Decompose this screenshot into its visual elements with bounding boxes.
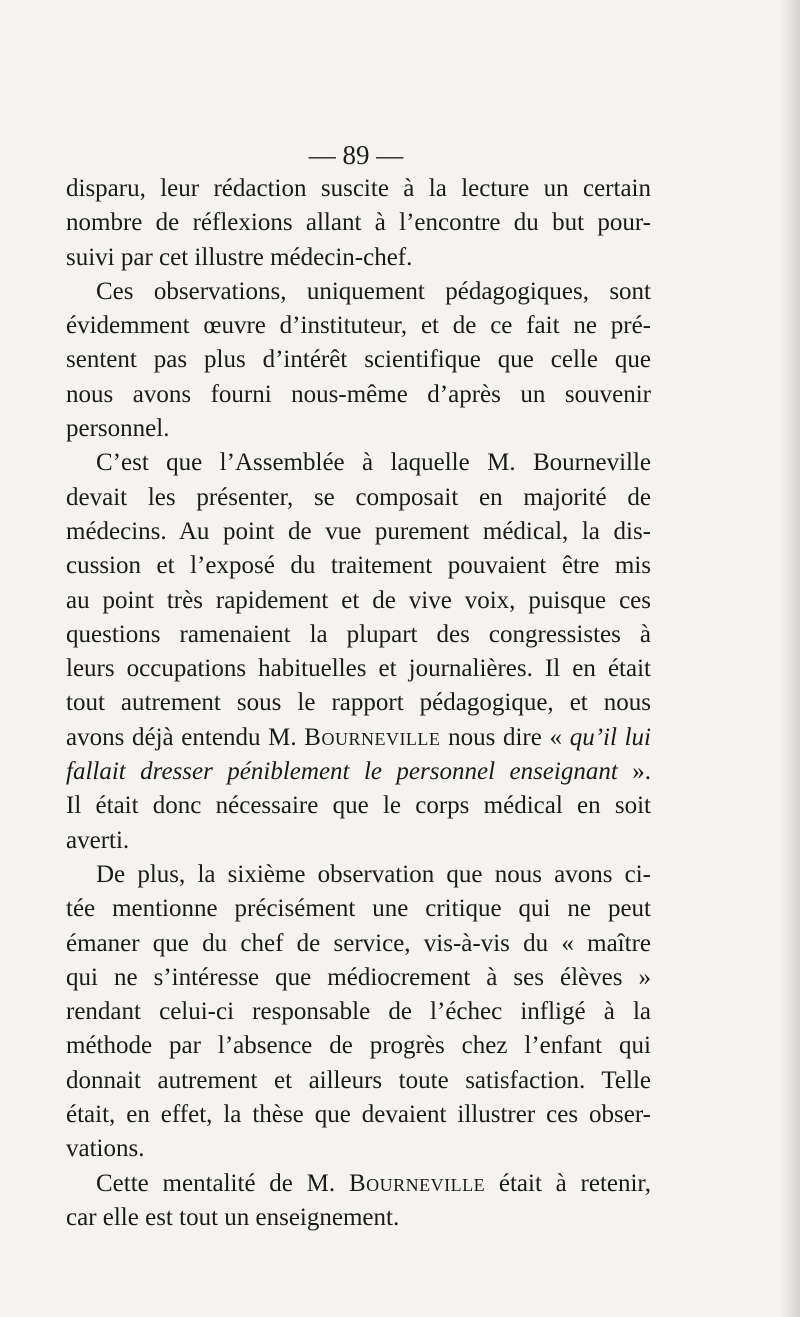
- text-line: vations.: [66, 1135, 145, 1163]
- text-span: ».: [617, 758, 651, 786]
- text-line: cussion et l’exposé du traitement pouvaient être mis: [66, 552, 651, 580]
- text-line: au point très rapidement et de vive voix, puisque ces: [66, 586, 651, 614]
- text-span: De plus, la sixième observation que nous avons ci-: [96, 860, 651, 888]
- text-line: sentent pas plus d’intérêt scientifique que celle que: [66, 346, 651, 374]
- text-line: [66, 755, 651, 789]
- text-line: suivi par cet illustre médecin-chef.: [66, 243, 413, 271]
- text-line: car elle est tout un enseignement.: [66, 1203, 400, 1231]
- page-number: — 89 —: [308, 140, 404, 170]
- text-line: questions ramenaient la plupart des congressistes à: [66, 620, 651, 648]
- text-line: était, en effet, la thèse que devaient illustrer ces obser-: [66, 1101, 651, 1129]
- text-line: émaner que du chef de service, vis-à-vis du « maître: [66, 929, 651, 957]
- text-line: donnait autrement et ailleurs toute satisfaction. Telle: [66, 1066, 651, 1094]
- text-line: [66, 1167, 651, 1201]
- body-text: [66, 172, 651, 1235]
- text-span: C’est que l’Assemblée à laquelle M. Bourneville: [96, 449, 651, 477]
- text-line: [66, 275, 651, 309]
- text-line: [66, 858, 651, 892]
- quote-italic: qu’il lui: [569, 723, 651, 751]
- text-line: [66, 721, 651, 755]
- text-span: Ces observations, uniquement pédagogiques, sont: [96, 277, 651, 305]
- text-line: nombre de réflexions allant à l’encontre du but pour-: [66, 209, 651, 237]
- text-span: avons déjà entendu M.: [66, 723, 305, 751]
- text-line: rendant celui-ci responsable de l’échec infligé à la: [66, 998, 651, 1026]
- author-name: Bourneville: [348, 1169, 486, 1197]
- text-line: tée mentionne précisément une critique qui ne peut: [66, 895, 651, 923]
- text-line: Il était donc nécessaire que le corps médical en soit: [66, 792, 651, 820]
- text-line: leurs occupations habituelles et journalières. Il en était: [66, 655, 651, 683]
- text-span: était à retenir,: [485, 1169, 652, 1197]
- page-edge-shadow: [780, 0, 800, 1317]
- text-line: nous avons fourni nous-même d’après un souvenir: [66, 380, 651, 408]
- text-line: médecins. Au point de vue purement médical, la dis-: [66, 517, 651, 545]
- text-line: devait les présenter, se composait en majorité de: [66, 483, 651, 511]
- text-line: évidemment œuvre d’instituteur, et de ce fait ne pré-: [66, 312, 651, 340]
- quote-italic: fallait dresser péniblement le personnel enseignant: [66, 758, 618, 786]
- text-line: personnel.: [66, 415, 170, 443]
- text-span: Cette mentalité de M.: [96, 1169, 349, 1197]
- text-line: averti.: [66, 826, 130, 854]
- text-line: disparu, leur rédaction suscite à la lecture un certain: [66, 175, 651, 202]
- text-line: méthode par l’absence de progrès chez l’enfant qui: [66, 1032, 651, 1060]
- text-line: tout autrement sous le rapport pédagogique, et nous: [66, 689, 651, 717]
- author-name: Bourneville: [304, 723, 441, 751]
- text-span: nous dire «: [440, 723, 570, 751]
- text-line: [66, 446, 651, 480]
- text-line: qui ne s’intéresse que médiocrement à ses élèves »: [66, 963, 651, 991]
